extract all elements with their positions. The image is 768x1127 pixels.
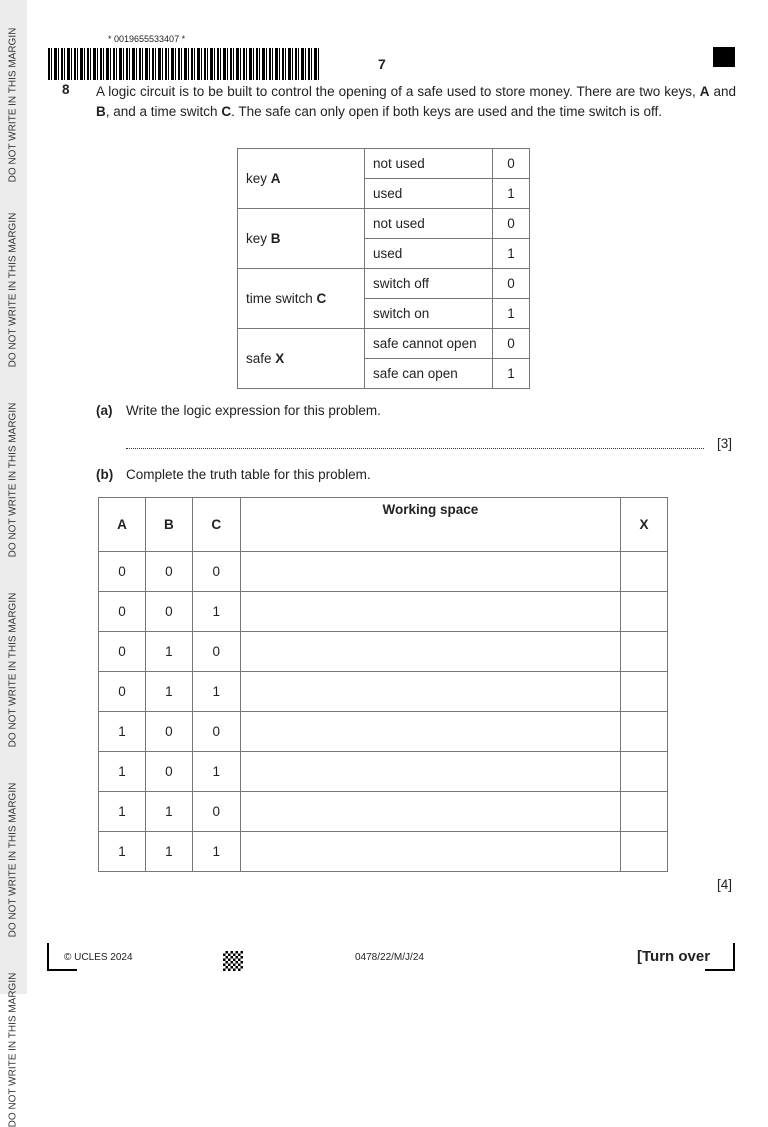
input-value: 1 xyxy=(145,832,192,872)
output-x-cell[interactable] xyxy=(621,752,668,792)
registration-mark xyxy=(713,47,735,67)
truth-table-row xyxy=(99,552,668,592)
column-header: C xyxy=(192,498,240,552)
state-label: not used xyxy=(365,209,493,239)
qr-code xyxy=(223,951,243,971)
output-x-cell[interactable] xyxy=(621,832,668,872)
answer-line[interactable] xyxy=(126,448,704,449)
state-value: 1 xyxy=(493,179,530,209)
truth-table-row xyxy=(99,632,668,672)
input-value: 1 xyxy=(99,752,146,792)
page-number: 7 xyxy=(378,56,386,72)
column-header: B xyxy=(145,498,192,552)
input-value: 1 xyxy=(145,792,192,832)
truth-table-row xyxy=(99,672,668,712)
key-table xyxy=(237,148,530,389)
column-header: A xyxy=(99,498,146,552)
input-value: 1 xyxy=(192,592,240,632)
margin-warning: DO NOT WRITE IN THIS MARGIN xyxy=(7,972,19,1127)
truth-table-row xyxy=(99,712,668,752)
column-header: Working space xyxy=(240,498,620,552)
working-space-cell[interactable] xyxy=(240,832,620,872)
input-value: 0 xyxy=(145,752,192,792)
margin-warning: DO NOT WRITE IN THIS MARGIN xyxy=(7,402,19,558)
question-number: 8 xyxy=(62,82,70,97)
input-value: 0 xyxy=(99,592,146,632)
key-table-row xyxy=(238,329,530,359)
state-value: 1 xyxy=(493,239,530,269)
output-x-cell[interactable] xyxy=(621,792,668,832)
working-space-cell[interactable] xyxy=(240,712,620,752)
working-space-cell[interactable] xyxy=(240,552,620,592)
input-label: key B xyxy=(238,209,365,269)
margin-warning: DO NOT WRITE IN THIS MARGIN xyxy=(7,592,19,748)
state-value: 0 xyxy=(493,149,530,179)
state-label: used xyxy=(365,239,493,269)
output-x-cell[interactable] xyxy=(621,712,668,752)
barcode xyxy=(48,48,320,80)
input-value: 1 xyxy=(192,832,240,872)
input-value: 0 xyxy=(145,712,192,752)
state-value: 1 xyxy=(493,299,530,329)
marks-a: [3] xyxy=(717,436,733,451)
input-value: 0 xyxy=(192,632,240,672)
copyright: © UCLES 2024 xyxy=(64,952,133,963)
input-value: 1 xyxy=(99,712,146,752)
working-space-cell[interactable] xyxy=(240,592,620,632)
state-value: 0 xyxy=(493,269,530,299)
state-value: 1 xyxy=(493,359,530,389)
input-value: 1 xyxy=(99,792,146,832)
key-table-row xyxy=(238,269,530,299)
input-value: 0 xyxy=(99,672,146,712)
input-value: 1 xyxy=(145,672,192,712)
key-table-row xyxy=(238,209,530,239)
column-header: X xyxy=(621,498,668,552)
working-space-cell[interactable] xyxy=(240,752,620,792)
question-text: A logic circuit is to be built to control the opening of a safe used to store money. There are two keys, A and B, and a time switch C. The safe can only open if both keys are used and the time switch is off. xyxy=(96,84,737,119)
truth-table-header xyxy=(99,498,668,552)
input-value: 0 xyxy=(192,712,240,752)
input-value: 1 xyxy=(192,672,240,712)
paper-code: 0478/22/M/J/24 xyxy=(355,952,424,963)
turn-over: [Turn over xyxy=(637,948,711,965)
input-value: 0 xyxy=(192,552,240,592)
input-value: 0 xyxy=(99,552,146,592)
truth-table-row xyxy=(99,592,668,632)
output-x-cell[interactable] xyxy=(621,632,668,672)
state-value: 0 xyxy=(493,209,530,239)
state-label: switch off xyxy=(365,269,493,299)
input-value: 1 xyxy=(99,832,146,872)
state-label: used xyxy=(365,179,493,209)
barcode-number: * 0019655533407 * xyxy=(108,34,186,44)
margin-warning: DO NOT WRITE IN THIS MARGIN xyxy=(7,212,19,368)
state-label: safe cannot open xyxy=(365,329,493,359)
state-label: safe can open xyxy=(365,359,493,389)
input-value: 0 xyxy=(145,552,192,592)
working-space-cell[interactable] xyxy=(240,792,620,832)
truth-table-row xyxy=(99,832,668,872)
part-a: (a) Write the logic expression for this problem. xyxy=(96,403,381,418)
part-b: (b) Complete the truth table for this problem. xyxy=(96,467,371,482)
input-value: 0 xyxy=(99,632,146,672)
marks-b: [4] xyxy=(717,877,733,892)
state-value: 0 xyxy=(493,329,530,359)
input-label: time switch C xyxy=(238,269,365,329)
state-label: not used xyxy=(365,149,493,179)
key-table-row xyxy=(238,149,530,179)
output-x-cell[interactable] xyxy=(621,592,668,632)
margin-warning: DO NOT WRITE IN THIS MARGIN xyxy=(7,27,19,183)
input-value: 0 xyxy=(192,792,240,832)
truth-table xyxy=(98,497,668,872)
input-value: 1 xyxy=(192,752,240,792)
state-label: switch on xyxy=(365,299,493,329)
working-space-cell[interactable] xyxy=(240,672,620,712)
margin-warning: DO NOT WRITE IN THIS MARGIN xyxy=(7,782,19,938)
working-space-cell[interactable] xyxy=(240,632,620,672)
margin-strip xyxy=(0,0,27,1127)
input-value: 0 xyxy=(145,592,192,632)
output-x-cell[interactable] xyxy=(621,552,668,592)
output-x-cell[interactable] xyxy=(621,672,668,712)
truth-table-row xyxy=(99,752,668,792)
input-label: safe X xyxy=(238,329,365,389)
input-value: 1 xyxy=(145,632,192,672)
truth-table-row xyxy=(99,792,668,832)
input-label: key A xyxy=(238,149,365,209)
